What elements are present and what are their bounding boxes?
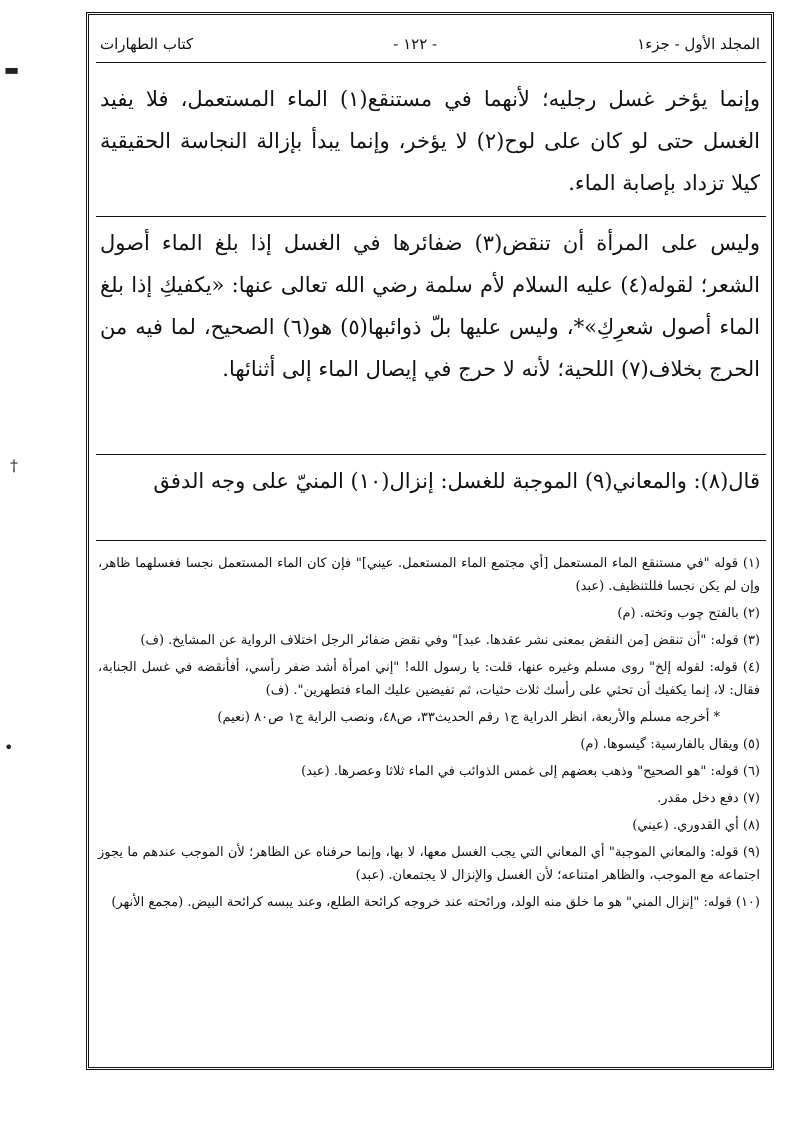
footnote: (٩) قوله: والمعاني الموجبة" أي المعاني التي يجب الغسل معها، لا بها، وإنما حرفناه عن الظاهر؛ لأن الموجب عندهم ما يجوز اجتماعه مع الموجب، والظاهر امتناعه؛ لأن الغسل والإنزال لا يجتمعان. (عبد) — [98, 845, 760, 883]
scan-speck: ▬ — [4, 60, 20, 79]
footnotes — [98, 552, 760, 918]
book-title: كتاب الطهارات — [100, 35, 194, 53]
footnote: (٦) قوله: "هو الصحيح" وذهب بعضهم إلى غمس الذوائب في الماء ثلاثا وعصرها. (عبد) — [301, 764, 760, 779]
footnote: (١٠) قوله: "إنزال المني" هو ما خلق منه الولد، ورائحته عند خروجه كرائحة الطلع، وعند يبسه كرائحة البيض. (مجمع الأنهر) — [111, 895, 760, 910]
scan-speck: • — [4, 738, 14, 757]
page-number: - ١٢٢ - — [393, 35, 438, 53]
main-text-2 — [100, 222, 760, 390]
footnote: (٣) قوله: "أن تنقض [من النقض بمعنى نشر عقدها. عبد]" وفي نقض ضفائر الرجل اختلاف الرواية عن المشايخ. (ف) — [140, 633, 760, 648]
footnote: (٥) ويقال بالفارسية: گيسوها. (م) — [580, 737, 760, 752]
paragraph-divider — [96, 454, 766, 455]
paragraph-2: وليس على المرأة أن تنقض(٣) ضفائرها في الغسل إذا بلغ الماء أصول الشعر؛ لقوله(٤) عليه السلام لأم سلمة رضي الله تعالى عنها: «يكفيكِ إذا بلغ الماء أصول شعرِكِ»*، وليس عليها بلّ ذوائبها(٥) هو(٦) الصحيح، لما فيه من الحرج بخلاف(٧) اللحية؛ لأنه لا حرج في إيصال الماء إلى أثنائها. — [100, 231, 760, 381]
footnote: (٧) دفع دخل مقدر. — [657, 791, 760, 806]
paragraph-3: قال(٨): والمعاني(٩) الموجبة للغسل: إنزال(١٠) المنيّ على وجه الدفق — [153, 469, 760, 493]
paragraph-divider — [96, 216, 766, 217]
main-text-3 — [100, 460, 760, 502]
running-header — [100, 32, 760, 56]
volume-label: المجلد الأول - جزء١ — [637, 35, 760, 53]
footnote-star: * أخرجه مسلم والأربعة، انظر الدراية ج١ رقم الحديث٣٣، ص٤٨، ونصب الراية ج١ ص٨٠ (نعيم) — [217, 710, 720, 725]
footnote: (٨) أي القدوري. (عيني) — [632, 818, 760, 833]
footnote: (١) قوله "في مستنقع الماء المستعمل [أي مجتمع الماء المستعمل. عيني]" فإن كان الماء المستعمل نجسا فغسلهما ظاهر، وإن لم يكن نجسا فللتنظيف. (عبد) — [98, 556, 760, 594]
footnote-divider — [96, 540, 766, 541]
paragraph-1: وإنما يؤخر غسل رجليه؛ لأنهما في مستنقع(١) الماء المستعمل، فلا يفيد الغسل حتى لو كان على لوح(٢) لا يؤخر، وإنما يبدأ بإزالة النجاسة الحقيقية كيلا تزداد بإصابة الماء. — [100, 87, 760, 195]
scan-speck: † — [10, 456, 18, 475]
header-divider — [96, 62, 766, 63]
main-text — [100, 78, 760, 204]
footnote: (٤) قوله: لقوله إلخ" روى مسلم وغيره عنها، قلت: يا رسول الله! "إني امرأة أشد ضفر رأسي، أفأنقضه في غسل الجنابة، فقال: لا، إنما يكفيك أن تحثي على رأسك ثلاث حثيات، ثم تفيضين عليك الماء فتطهرين". (ف) — [98, 660, 760, 698]
footnote: (٢) بالفتح چوب وتخته. (م) — [617, 606, 760, 621]
